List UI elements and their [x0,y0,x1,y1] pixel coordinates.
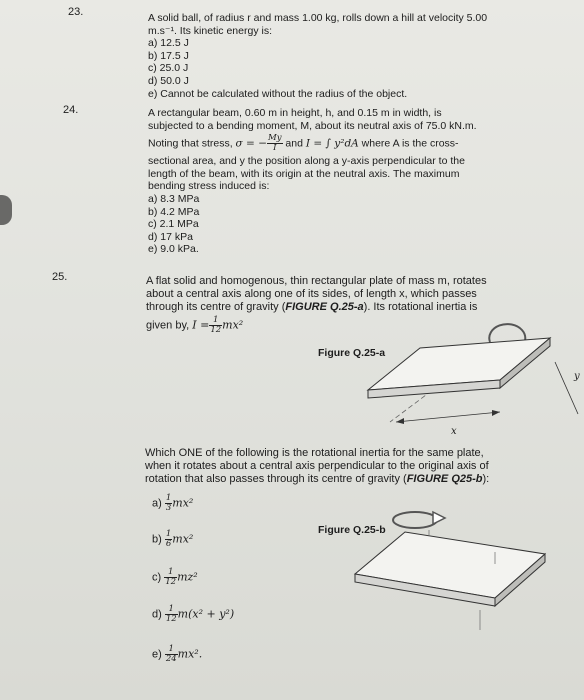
q25-option-d [152,605,234,624]
q25-option-b-num: 1 [165,529,172,539]
q25-figure-b-ref: FIGURE Q25-b [406,473,483,485]
q23-option-e: e) Cannot be calculated without the radius of the object. [148,87,408,100]
stress-denominator: I [273,143,277,154]
q25-option-c [152,568,198,587]
figure-a-y-label: y [574,371,580,382]
q25-option-b-expr: mx² [172,532,194,546]
q25-option-d-fraction [165,605,178,624]
q25-option-b-den: 6 [165,539,172,549]
question-24-number: 24. [63,104,79,116]
q25-question-line-3-pre: rotation that also passes through its centre of gravity ( [145,473,407,485]
q23-option-c: c) 25.0 J [148,62,189,75]
sigma-symbol: σ = − [235,137,267,150]
dimension-y-line [555,362,578,414]
q23-option-a: a) 12.5 J [148,37,189,50]
q25-question-line-1: Which ONE of the following is the rotational inertia for the same plate, [145,447,484,459]
binder-hole-shadow [0,195,12,225]
figure-a-label: Figure Q.25-a [318,347,386,359]
q25-option-c-expr: mz² [177,570,198,584]
given-denominator: 12 [210,325,222,335]
q25-line-1: A flat solid and homogenous, thin rectangular plate of mass m, rotates [146,275,487,287]
q25-option-b-label: b) [152,533,162,546]
q25-option-a-den: 3 [165,503,172,513]
q25-option-a-expr: mx² [172,496,194,510]
q25-option-a-label: a) [152,497,162,510]
dimension-x-line [396,412,500,422]
q25-option-e-fraction [165,645,178,664]
q25-line-2: about a central axis along one of its sides, of length x, which passes [146,288,477,300]
q25-option-e-num: 1 [165,645,178,655]
q24-option-c: c) 2.1 MPa [148,218,199,231]
dimension-x-arrow-right [492,410,500,416]
q25-option-d-den: 12 [165,614,177,624]
q25-question-line-2: when it rotates about a central axis perpendicular to the original axis of [145,460,489,472]
q25-option-c-num: 1 [164,568,177,578]
given-inertia-lhs: I = [192,318,210,332]
q25-line-4-pre: given by, [146,319,193,332]
q25-option-d-label: d) [152,608,162,621]
q23-line-2: m.s⁻¹. Its kinetic energy is: [148,24,272,37]
q25-option-d-num: 1 [165,605,178,615]
given-numerator: 1 [209,316,222,326]
rotation-arrow-b-head [433,512,445,524]
q25-line-3-pre: through its centre of gravity ( [146,301,286,313]
q25-option-d-expr: m(x² + y²) [177,607,235,621]
q25-option-c-den: 12 [165,577,177,587]
q25-option-a-num: 1 [165,493,172,503]
q25-option-c-label: c) [152,571,162,584]
given-inertia-fraction [209,316,222,335]
q24-line-4: sectional area, and y the position along a y-axis perpendicular to the [148,155,465,168]
q25-question-line-3 [145,473,575,486]
page-top-edge [400,0,460,3]
q24-line-3-post: where A is the cross- [358,137,459,150]
q24-option-a: a) 8.3 MPa [148,192,200,205]
q24-line-1: A rectangular beam, 0.60 m in height, h, and 0.15 m in width, is [148,107,442,119]
q24-option-b: b) 4.2 MPa [148,205,200,218]
stress-numerator: My [268,133,282,144]
q23-option-b: b) 17.5 J [148,49,189,62]
q25-option-b [152,530,193,549]
dimension-x-arrow-left [396,418,404,424]
question-23 [148,12,558,100]
figure-b-label: Figure Q.25-b [318,524,386,536]
q24-line-3-pre: Noting that stress, [148,137,236,150]
inertia-integral: I = ∫ y²dA [305,137,359,150]
q24-option-d: d) 17 kPa [148,230,193,243]
q24-option-e: e) 9.0 kPa. [148,243,199,256]
q25-option-e-den: 24 [165,654,177,664]
q25-option-e-expr: mx². [177,647,203,661]
q25-option-e-label: e) [152,648,162,661]
rotation-arrow-b [393,512,437,528]
question-23-number: 23. [68,6,84,18]
q25-question-line-3-post: ): [482,473,490,485]
question-25-question [145,447,575,486]
q23-option-d: d) 50.0 J [148,74,189,87]
q24-line-3-mid: and [282,137,306,150]
q24-line-5: length of the beam, with its origin at the neutral axis. The maximum [148,167,460,180]
q24-line-6: bending stress induced is: [148,180,270,193]
figure-a-diagram [350,310,580,440]
stress-fraction [267,134,283,153]
q25-line-3-post: ). Its rotational inertia is [363,301,478,313]
q25-option-e [152,645,202,664]
plate-b-top [355,532,545,598]
question-25-number: 25. [52,271,68,283]
q23-line-1: A solid ball, of radius r and mass 1.00 kg, rolls down a hill at velocity 5.00 [148,12,488,24]
q25-option-c-fraction [164,568,177,587]
q24-line-2: subjected to a bending moment, M, about its neutral axis of 75.0 kN.m. [148,119,477,132]
given-inertia-rhs: mx² [222,318,244,332]
figure-b-diagram [345,498,565,638]
q24-line-3 [148,134,568,153]
q25-figure-a-ref: FIGURE Q.25-a [285,301,364,313]
q25-option-a [152,494,193,513]
question-24 [148,107,568,256]
figure-a-x-label: x [451,426,457,437]
